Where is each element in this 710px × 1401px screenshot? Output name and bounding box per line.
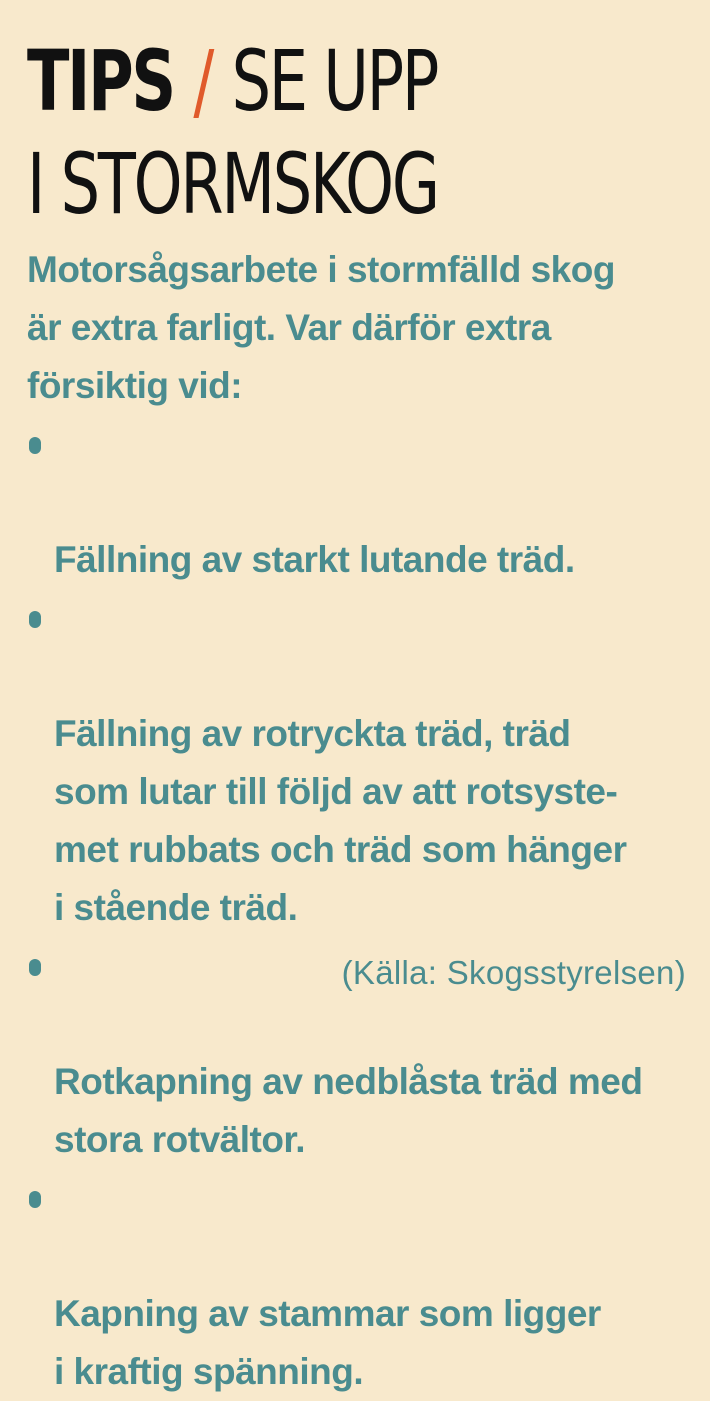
list-item — [27, 1169, 686, 1401]
tips-list — [27, 415, 686, 1401]
title-lead: TIPS — [27, 32, 174, 130]
bullet-icon — [29, 437, 41, 454]
source-citation: (Källa: Skogsstyrelsen) — [341, 954, 686, 991]
list-item-text: Fällning av rotryckta träd, träd som lutar till följd av att rotsyste- met rubbats och träd som hänger i stående träd. — [54, 713, 627, 928]
title-rest-line2: I STORMSKOG — [27, 135, 438, 233]
page-title — [27, 30, 515, 236]
title-rest-line1: SE UPP — [231, 32, 438, 130]
list-item-text: Fällning av starkt lutande träd. — [54, 539, 575, 580]
list-item — [27, 589, 686, 937]
list-item — [27, 415, 686, 589]
list-item-text: Kapning av stammar som ligger i kraftig spänning. — [54, 1293, 601, 1392]
bullet-icon — [29, 959, 41, 976]
intro-text: Motorsågsarbete i stormfälld skog är extra farligt. Var därför extra försiktig vid: — [27, 249, 615, 406]
bullet-icon — [29, 1191, 41, 1208]
tips-body — [27, 241, 686, 1401]
title-separator: / — [193, 32, 213, 130]
bullet-icon — [29, 611, 41, 628]
list-item-text: Rotkapning av nedblåsta träd med stora rotvältor. — [54, 1061, 643, 1160]
